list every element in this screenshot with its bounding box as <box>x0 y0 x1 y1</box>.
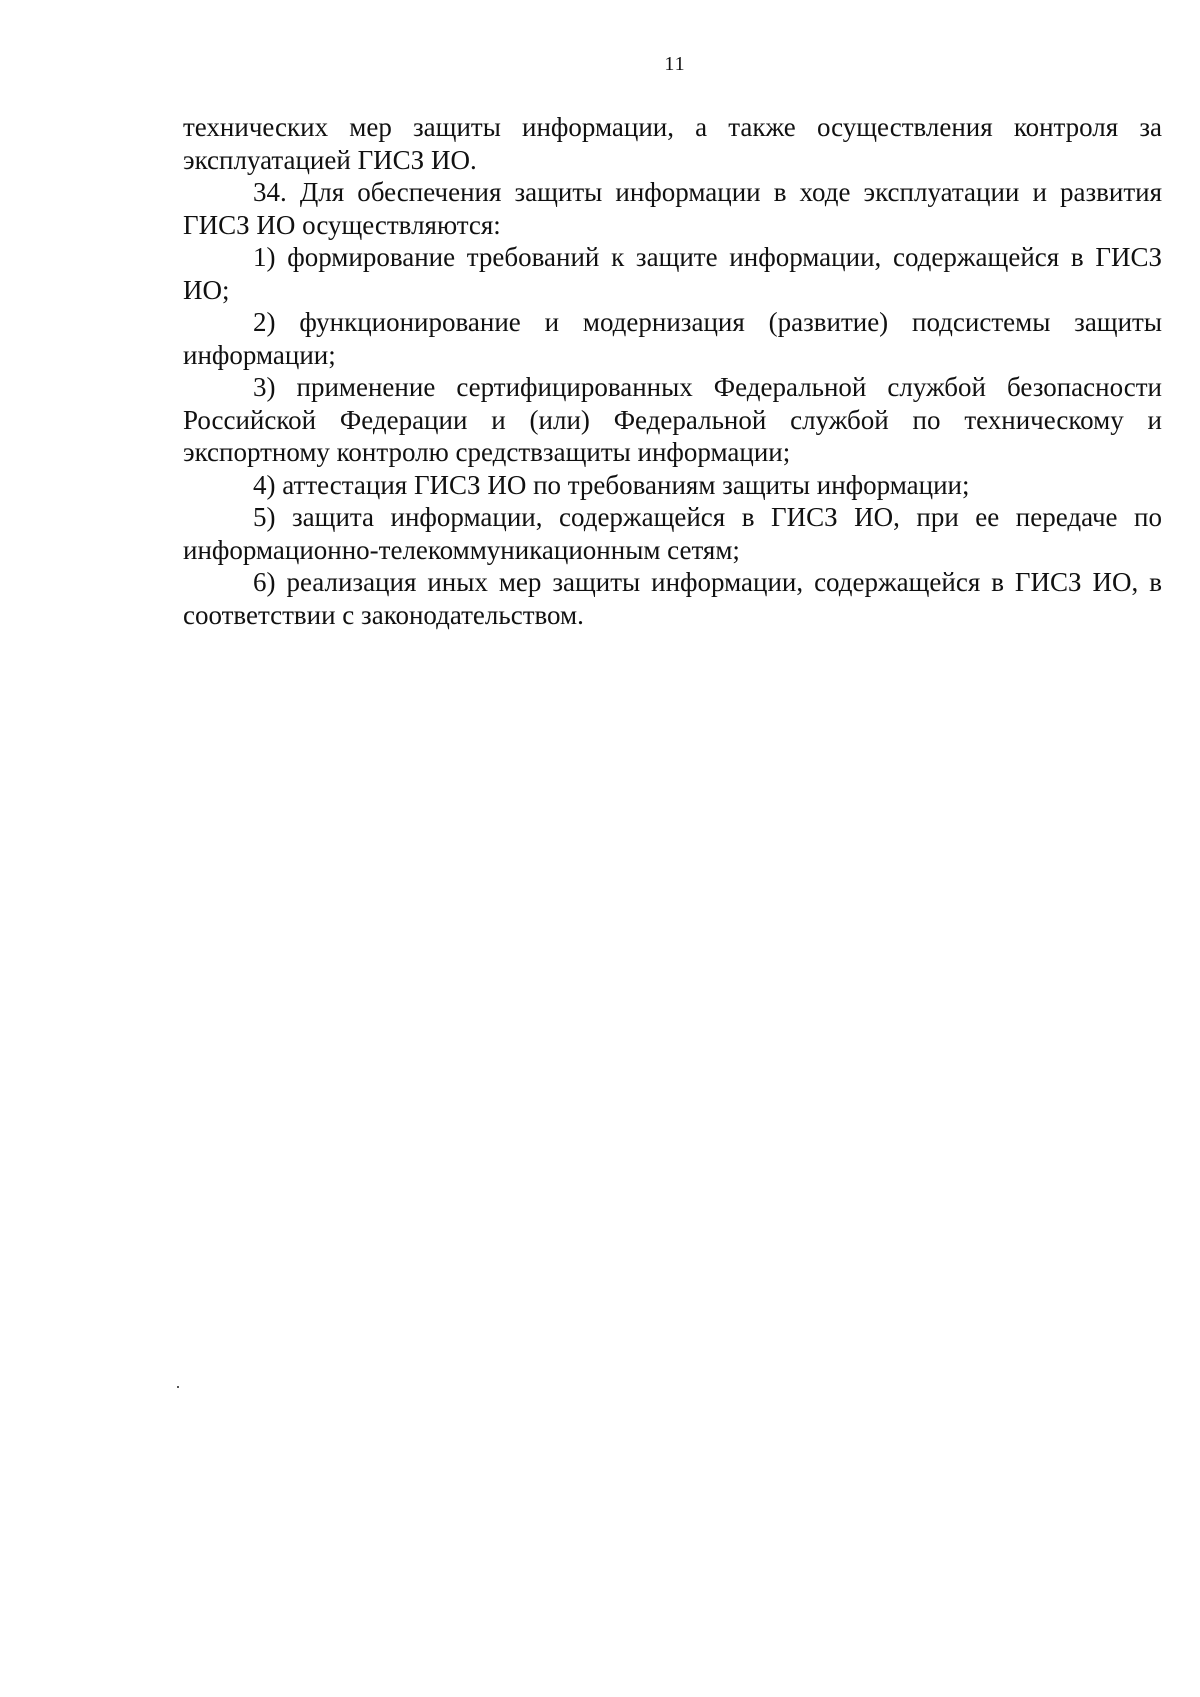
list-item-2: 2) функционирование и модернизация (развитие) подсистемы защиты информации; <box>183 307 1162 370</box>
scan-speck <box>177 1386 179 1388</box>
page-number: 11 <box>664 53 686 75</box>
paragraph-item-34: 34. Для обеспечения защиты информации в ходе эксплуатации и развития ГИСЗ ИО осуществляются: <box>183 177 1162 240</box>
list-item-5: 5) защита информации, содержащейся в ГИСЗ ИО, при ее передаче по информационно-телекоммуникационным сетям; <box>183 502 1162 565</box>
list-item-4: 4) аттестация ГИСЗ ИО по требованиям защиты информации; <box>253 469 970 500</box>
list-item-1: 1) формирование требований к защите информации, содержащейся в ГИСЗ ИО; <box>183 242 1162 305</box>
document-body <box>183 111 1162 631</box>
list-item-3: 3) применение сертифицированных Федеральной службой безопасности Российской Федерации и (или) Федеральной службой по техническому и экспортному контролю средствзащиты информации; <box>183 372 1162 467</box>
list-item-6: 6) реализация иных мер защиты информации, содержащейся в ГИСЗ ИО, в соответствии с законодательством. <box>183 567 1162 630</box>
paragraph-continuation: технических мер защиты информации, а также осуществления контроля за эксплуатацией ГИСЗ ИО. <box>183 112 1162 175</box>
